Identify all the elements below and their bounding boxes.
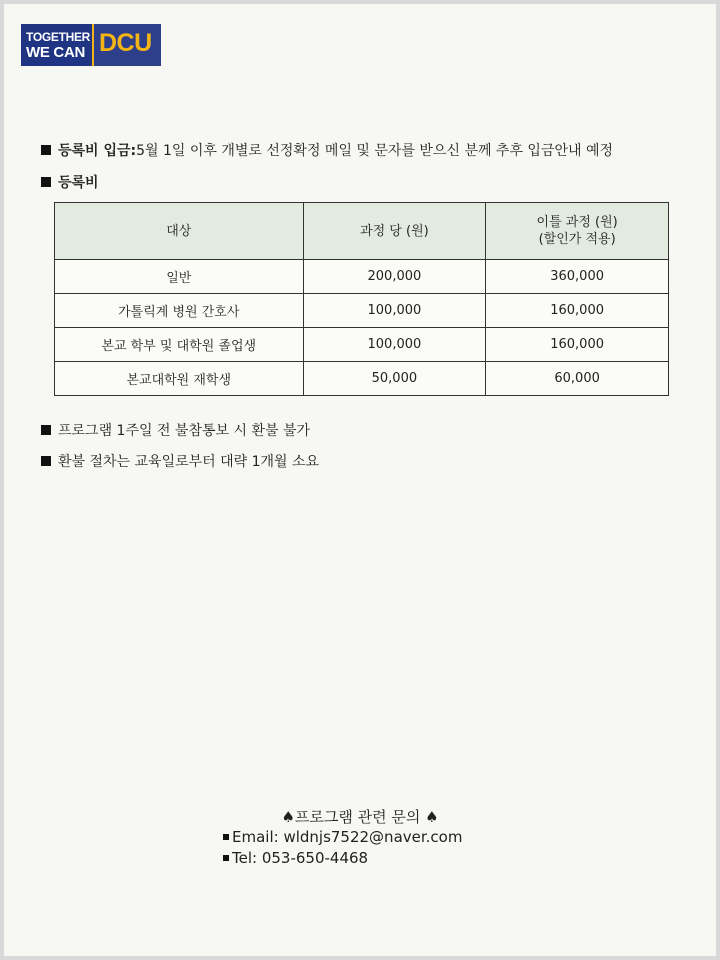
row-target: 가톨릭계 병원 간호사	[55, 294, 304, 328]
contact-email[interactable]: Email: wldnjs7522@naver.com	[232, 828, 463, 846]
header-per-course: 과정 당 (원)	[303, 203, 486, 260]
logo-brand: DCU	[99, 29, 152, 57]
fee-heading: 등록비	[58, 175, 99, 191]
row-target: 본교대학원 재학생	[55, 362, 304, 396]
row-two-day: 60,000	[486, 362, 669, 396]
row-two-day: 160,000	[486, 294, 669, 328]
square-bullet-icon	[41, 145, 51, 155]
table-row	[55, 328, 669, 362]
fee-table	[54, 202, 669, 396]
row-per-course: 100,000	[303, 328, 486, 362]
dcu-logo	[21, 24, 161, 66]
row-per-course: 50,000	[303, 362, 486, 396]
note-text: 프로그램 1주일 전 불참통보 시 환불 불가	[58, 423, 310, 439]
table-row	[55, 362, 669, 396]
table-row	[55, 294, 669, 328]
square-bullet-icon	[41, 177, 51, 187]
fee-payment-line	[41, 140, 613, 160]
header-two-day-label: 이틀 과정 (원)	[536, 215, 618, 230]
row-target: 본교 학부 및 대학원 졸업생	[55, 328, 304, 362]
contact-title: ♠프로그램 관련 문의 ♠	[281, 808, 439, 826]
contact-tel[interactable]: Tel: 053-650-4468	[232, 849, 369, 867]
table-row	[55, 260, 669, 294]
square-bullet-icon	[41, 456, 51, 466]
square-bullet-icon	[223, 834, 229, 840]
row-per-course: 100,000	[303, 294, 486, 328]
contact-tel-line	[223, 849, 368, 867]
logo-line2: WE CAN	[26, 44, 86, 61]
row-two-day: 160,000	[486, 328, 669, 362]
row-two-day: 360,000	[486, 260, 669, 294]
header-discount-note: (할인가 적용)	[538, 232, 616, 247]
table-header-row	[55, 203, 669, 260]
note-line	[41, 420, 310, 440]
logo-slogan	[21, 24, 92, 66]
row-target: 일반	[55, 260, 304, 294]
note-text: 환불 절차는 교육일로부터 대략 1개월 소요	[58, 454, 320, 470]
fee-heading-line	[41, 172, 99, 192]
note-line	[41, 451, 319, 471]
header-target: 대상	[55, 203, 304, 260]
square-bullet-icon	[223, 855, 229, 861]
header-two-day	[486, 203, 669, 260]
logo-line1: TOGETHER	[26, 30, 91, 44]
logo-brand-box	[92, 24, 161, 66]
contact-email-line	[223, 828, 462, 846]
fee-payment-text: 5월 1일 이후 개별로 선정확정 메일 및 문자를 받으신 분께 추후 입금안내 예정	[136, 143, 614, 159]
document-page	[4, 4, 716, 956]
row-per-course: 200,000	[303, 260, 486, 294]
fee-payment-label: 등록비 입금:	[58, 143, 137, 159]
square-bullet-icon	[41, 425, 51, 435]
